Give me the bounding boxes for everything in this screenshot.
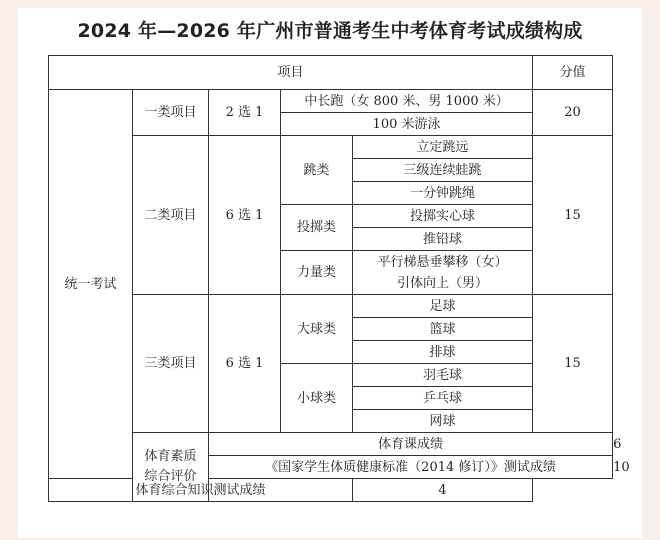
cat1-item: 中长跑（女 800 米、男 1000 米）: [281, 90, 533, 113]
cat2-score: 15: [533, 136, 613, 295]
cat2-group-jump: 跳类: [281, 136, 353, 205]
quality-item: 《国家学生体质健康标准（2014 修订）》测试成绩: [209, 456, 613, 479]
unified-exam-label: 统一考试: [49, 90, 133, 479]
quality-score: 4: [353, 479, 533, 502]
cat3-item: 网球: [353, 410, 533, 433]
quality-item: 体育课成绩: [209, 433, 613, 456]
cat2-item: 投掷实心球: [353, 205, 533, 228]
score-table: [48, 55, 613, 502]
table-row: [49, 295, 613, 318]
cat2-item: 平行梯悬垂攀移（女）: [377, 254, 508, 270]
header-item: 项目: [49, 56, 533, 90]
cat1-item: 100 米游泳: [281, 113, 533, 136]
cat2-item: 三级连续蛙跳: [353, 159, 533, 182]
table-row: [49, 479, 613, 502]
page-title: 2024 年—2026 年广州市普通考生中考体育考试成绩构成: [77, 20, 583, 42]
cat1-score: 20: [533, 90, 613, 136]
cat3-item: 乒乓球: [353, 387, 533, 410]
cat3-item: 篮球: [353, 318, 533, 341]
cat2-name: 二类项目: [133, 136, 209, 295]
table-header-row: [49, 56, 613, 90]
table-row: [49, 136, 613, 159]
cat2-choice: 6 选 1: [209, 136, 281, 295]
cat3-item: 羽毛球: [353, 364, 533, 387]
cat2-item: 一分钟跳绳: [353, 182, 533, 205]
cat2-group-strength: 力量类: [281, 251, 353, 295]
table-row: [49, 433, 613, 456]
cat2-strength-items: [353, 251, 533, 295]
quality-label-text: 体育素质综合评价: [144, 449, 197, 484]
cat1-choice: 2 选 1: [209, 90, 281, 136]
cat3-item: 足球: [353, 295, 533, 318]
cat2-item: 立定跳远: [353, 136, 533, 159]
quality-item: 体育综合知识测试成绩: [49, 479, 353, 502]
cat3-score: 15: [533, 295, 613, 433]
cat2-item: 推铅球: [353, 228, 533, 251]
cat3-group-big-ball: 大球类: [281, 295, 353, 364]
cat1-name: 一类项目: [133, 90, 209, 136]
table-row: [49, 90, 613, 113]
cat3-choice: 6 选 1: [209, 295, 281, 433]
cat2-item: 引体向上（男）: [397, 275, 489, 291]
header-score: 分值: [533, 56, 613, 90]
cat3-group-small-ball: 小球类: [281, 364, 353, 433]
cat2-group-throw: 投掷类: [281, 205, 353, 251]
cat3-item: 排球: [353, 341, 533, 364]
cat3-name: 三类项目: [133, 295, 209, 433]
